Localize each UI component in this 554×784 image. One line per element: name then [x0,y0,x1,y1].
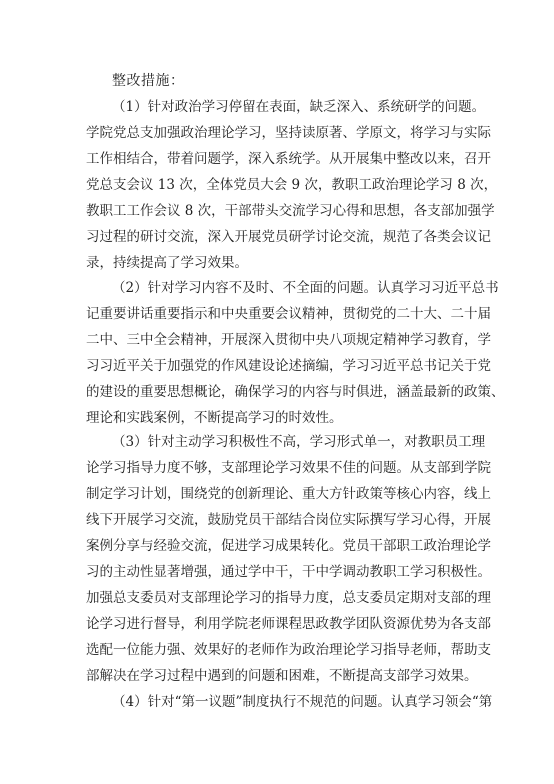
paragraph-line: 习的主动性显著增强，通过学中干，干中学调动教职工学习积极性。 [86,564,491,580]
paragraph-line: 二中、三中全会精神，开展深入贯彻中央八项规定精神学习教育，学 [86,332,491,348]
paragraph-line: 工作相结合，带着问题学，深入系统学。从开展集中整改以来，召开 [86,151,491,167]
paragraph-line: 习过程的研讨交流，深入开展党员研学讨论交流，规范了各类会议记 [86,229,491,245]
section-heading: 整改措施： [112,73,185,89]
paragraph-line: 党总支会议 13 次，全体党员大会 9 次，教职工政治理论学习 8 次， [86,177,498,193]
paragraph-line: 制定学习计划，围绕党的创新理论、重大方针政策等核心内容，线上 [86,486,491,502]
paragraph-line: 论学习进行督导，利用学院老师课程思政教学团队资源优势为各支部 [86,616,491,632]
paragraph-line: （1）针对政治学习停留在表面，缺乏深入、系统研学的问题。 [112,99,486,115]
paragraph-line: 理论和实践案例，不断提高学习的时效性。 [86,410,343,426]
paragraph-line: （2）针对学习内容不及时、不全面的问题。认真学习习近平总书 [112,280,499,296]
paragraph-line: 记重要讲话重要指示和中央重要会议精神，贯彻党的二十大、二十届 [86,306,491,322]
paragraph-line: 录，持续提高了学习效果。 [86,255,248,271]
paragraph-line: 案例分享与经验交流，促进学习成果转化。党员干部职工政治理论学 [86,538,491,554]
paragraph-line: 选配一位能力强、效果好的老师作为政治理论学习指导老师，帮助支 [86,642,491,658]
paragraph-line: 学院党总支加强政治理论学习，坚持读原著、学原文，将学习与实际 [86,125,491,141]
paragraph-line: 线下开展学习交流，鼓励党员干部结合岗位实际撰写学习心得，开展 [86,512,491,528]
paragraph-line: 加强总支委员对支部理论学习的指导力度，总支委员定期对支部的理 [86,590,491,606]
paragraph-line: （3）针对主动学习积极性不高，学习形式单一，对教职员工理 [112,434,486,450]
paragraph-line: 习习近平关于加强党的作风建设论述摘编，学习习近平总书记关于党 [86,358,491,374]
paragraph-line: （4）针对“第一议题”制度执行不规范的问题。认真学习领会“第 [112,694,493,710]
paragraph-line: 教职工工作会议 8 次，干部带头交流学习心得和思想，各支部加强学 [86,203,495,219]
paragraph-line: 的建设的重要思想概论，确保学习的内容与时俱进，涵盖最新的政策、 [86,384,505,400]
paragraph-line: 论学习指导力度不够，支部理论学习效果不佳的问题。从支部到学院 [86,460,491,476]
paragraph-line: 部解决在学习过程中遇到的问题和困难，不断提高支部学习效果。 [86,668,478,684]
